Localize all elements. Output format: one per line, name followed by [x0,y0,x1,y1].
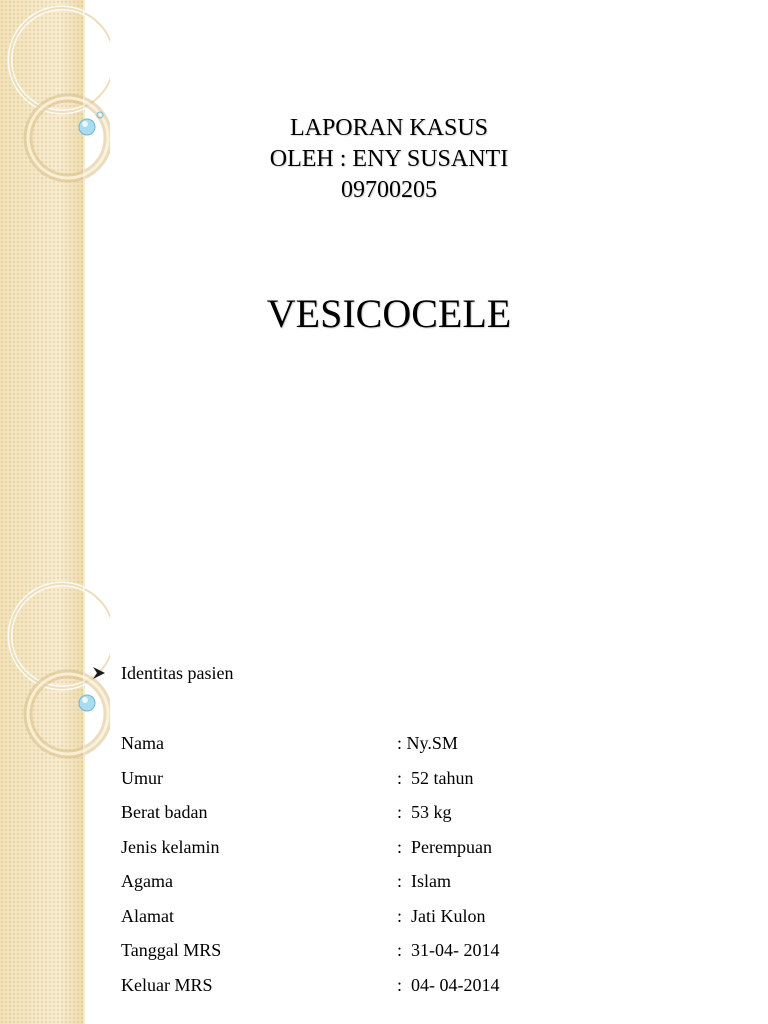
row-value: : Islam [397,871,451,891]
row-value: : Perempuan [397,836,492,857]
row-label: Umur [121,767,163,788]
bead-icon [0,0,110,576]
row-label: Jenis kelamin [121,836,220,857]
row-value: : Jati Kulon [397,905,486,926]
header-block [84,113,694,206]
decorative-side-band [0,576,85,1024]
row-value: : 52 tahun [397,767,474,788]
author-line: OLEH : ENY SUSANTI [269,146,509,172]
decorative-side-band [0,0,85,576]
section-heading-text: Identitas pasien [121,663,234,683]
arrow-bullet-icon [92,666,106,680]
student-id: 09700205 [341,177,437,203]
bead-icon [0,576,110,1024]
row-label: Agama [121,871,173,891]
slide-title: VESICOCELE [266,291,512,336]
row-value: : 04- 04-2014 [397,974,500,995]
report-type: LAPORAN KASUS [289,115,489,141]
row-value: : 31-04- 2014 [397,940,500,960]
slide-2 [0,576,768,1024]
row-label: Nama [121,733,164,753]
row-label: Tanggal MRS [121,940,222,960]
row-label: Berat badan [121,802,208,822]
section-heading [92,661,233,685]
row-value: : Ny.SM [397,733,458,753]
row-label: Alamat [121,905,174,926]
row-label: Keluar MRS [121,974,213,995]
row-value: : 53 kg [397,802,452,822]
